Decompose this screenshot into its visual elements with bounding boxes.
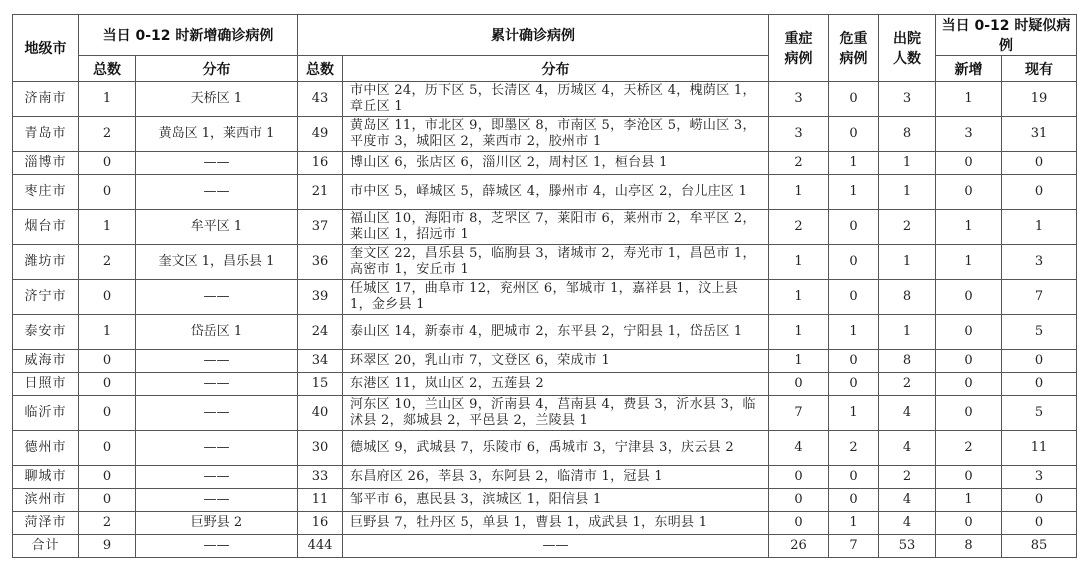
- cum-dist-cell: 市中区 5，峄城区 5，薛城区 4，滕州市 4，山亭区 2，台儿庄区 1: [343, 175, 769, 210]
- new-dist-cell: 岱岳区 1: [136, 315, 298, 350]
- cum-dist-cell: 泰山区 14，新泰市 4，肥城市 2，东平县 2，宁阳县 1，岱岳区 1: [343, 315, 769, 350]
- susp-current-cell: 31: [1002, 117, 1077, 152]
- table-row: [13, 512, 1077, 535]
- cum-total-cell: 15: [298, 373, 343, 396]
- critical-cell: 7: [829, 535, 879, 558]
- header-severe: 重症病例: [769, 15, 829, 82]
- susp-current-cell: 0: [1002, 489, 1077, 512]
- cum-total-cell: 33: [298, 466, 343, 489]
- susp-new-cell: 0: [936, 466, 1002, 489]
- new-total-cell: 2: [79, 245, 136, 280]
- new-total-cell: 0: [79, 350, 136, 373]
- severe-cell: 0: [769, 466, 829, 489]
- susp-new-cell: 8: [936, 535, 1002, 558]
- critical-cell: 2: [829, 431, 879, 466]
- critical-cell: 0: [829, 117, 879, 152]
- cum-dist-cell: 东港区 11，岚山区 2，五莲县 2: [343, 373, 769, 396]
- cum-total-cell: 40: [298, 396, 343, 431]
- new-total-cell: 0: [79, 431, 136, 466]
- new-total-cell: 0: [79, 152, 136, 175]
- discharged-cell: 8: [879, 117, 936, 152]
- discharged-cell: 2: [879, 373, 936, 396]
- discharged-cell: 2: [879, 466, 936, 489]
- cum-dist-cell: 奎文区 22，昌乐县 5，临朐县 3，诸城市 2，寿光市 1，昌邑市 1，高密市 1，安丘市 1: [343, 245, 769, 280]
- cases-table: [12, 14, 1077, 558]
- severe-cell: 2: [769, 152, 829, 175]
- city-cell: 日照市: [13, 373, 79, 396]
- table-row: [13, 466, 1077, 489]
- discharged-cell: 1: [879, 175, 936, 210]
- susp-new-cell: 0: [936, 512, 1002, 535]
- new-total-cell: 9: [79, 535, 136, 558]
- header-critical: 危重病例: [829, 15, 879, 82]
- cum-total-cell: 49: [298, 117, 343, 152]
- new-dist-cell: 黄岛区 1，莱西市 1: [136, 117, 298, 152]
- header-new-dist: 分布: [136, 56, 298, 82]
- severe-cell: 1: [769, 245, 829, 280]
- header-city: 地级市: [13, 15, 79, 82]
- city-cell: 菏泽市: [13, 512, 79, 535]
- susp-current-cell: 19: [1002, 82, 1077, 117]
- new-total-cell: 1: [79, 210, 136, 245]
- new-total-cell: 0: [79, 373, 136, 396]
- new-dist-cell: 牟平区 1: [136, 210, 298, 245]
- susp-new-cell: 0: [936, 315, 1002, 350]
- header-cum-dist: 分布: [343, 56, 769, 82]
- cum-dist-cell: 邹平市 6，惠民县 3，滨城区 1，阳信县 1: [343, 489, 769, 512]
- discharged-cell: 4: [879, 396, 936, 431]
- new-total-cell: 2: [79, 512, 136, 535]
- critical-cell: 0: [829, 489, 879, 512]
- susp-current-cell: 5: [1002, 396, 1077, 431]
- discharged-cell: 1: [879, 245, 936, 280]
- new-dist-cell: ——: [136, 175, 298, 210]
- cum-total-cell: 24: [298, 315, 343, 350]
- discharged-cell: 4: [879, 489, 936, 512]
- susp-new-cell: 3: [936, 117, 1002, 152]
- discharged-cell: 1: [879, 152, 936, 175]
- cum-dist-cell: 德城区 9，武城县 7，乐陵市 6，禹城市 3，宁津县 3，庆云县 2: [343, 431, 769, 466]
- table-row: [13, 489, 1077, 512]
- new-dist-cell: ——: [136, 431, 298, 466]
- susp-current-cell: 0: [1002, 373, 1077, 396]
- new-total-cell: 0: [79, 175, 136, 210]
- city-cell: 青岛市: [13, 117, 79, 152]
- new-total-cell: 1: [79, 82, 136, 117]
- table-row: [13, 350, 1077, 373]
- table-row: [13, 210, 1077, 245]
- critical-cell: 1: [829, 396, 879, 431]
- cum-dist-cell: 市中区 24，历下区 5，长清区 4，历城区 4，天桥区 4，槐荫区 1，章丘区 1: [343, 82, 769, 117]
- city-cell: 淄博市: [13, 152, 79, 175]
- discharged-cell: 3: [879, 82, 936, 117]
- new-dist-cell: ——: [136, 152, 298, 175]
- susp-new-cell: 2: [936, 431, 1002, 466]
- table-row: [13, 431, 1077, 466]
- header-discharged: 出院人数: [879, 15, 936, 82]
- header-suspect-group: 当日 0-12 时疑似病例: [936, 15, 1077, 56]
- severe-cell: 0: [769, 512, 829, 535]
- critical-cell: 0: [829, 466, 879, 489]
- cum-total-cell: 16: [298, 512, 343, 535]
- new-dist-cell: ——: [136, 373, 298, 396]
- city-cell: 滨州市: [13, 489, 79, 512]
- city-cell: 泰安市: [13, 315, 79, 350]
- table-row: [13, 82, 1077, 117]
- cum-total-cell: 34: [298, 350, 343, 373]
- header-susp-current: 现有: [1002, 56, 1077, 82]
- city-cell: 聊城市: [13, 466, 79, 489]
- cum-total-cell: 30: [298, 431, 343, 466]
- critical-cell: 0: [829, 245, 879, 280]
- critical-cell: 0: [829, 82, 879, 117]
- critical-cell: 1: [829, 315, 879, 350]
- critical-cell: 1: [829, 175, 879, 210]
- cum-dist-cell: ——: [343, 535, 769, 558]
- table-row: [13, 175, 1077, 210]
- new-dist-cell: ——: [136, 489, 298, 512]
- new-total-cell: 1: [79, 315, 136, 350]
- critical-cell: 0: [829, 280, 879, 315]
- city-cell: 枣庄市: [13, 175, 79, 210]
- susp-new-cell: 0: [936, 152, 1002, 175]
- severe-cell: 7: [769, 396, 829, 431]
- susp-current-cell: 5: [1002, 315, 1077, 350]
- critical-cell: 1: [829, 512, 879, 535]
- city-cell: 德州市: [13, 431, 79, 466]
- susp-new-cell: 0: [936, 280, 1002, 315]
- severe-cell: 3: [769, 82, 829, 117]
- severe-cell: 2: [769, 210, 829, 245]
- discharged-cell: 8: [879, 350, 936, 373]
- table-row: [13, 117, 1077, 152]
- new-dist-cell: ——: [136, 350, 298, 373]
- city-cell: 烟台市: [13, 210, 79, 245]
- new-dist-cell: ——: [136, 466, 298, 489]
- susp-current-cell: 11: [1002, 431, 1077, 466]
- table-body: [13, 82, 1077, 558]
- severe-cell: 0: [769, 489, 829, 512]
- cum-total-cell: 21: [298, 175, 343, 210]
- cum-dist-cell: 环翠区 20，乳山市 7，文登区 6，荣成市 1: [343, 350, 769, 373]
- table-row: [13, 396, 1077, 431]
- cum-total-cell: 444: [298, 535, 343, 558]
- new-total-cell: 0: [79, 466, 136, 489]
- critical-cell: 0: [829, 350, 879, 373]
- severe-cell: 26: [769, 535, 829, 558]
- cum-total-cell: 11: [298, 489, 343, 512]
- severe-cell: 4: [769, 431, 829, 466]
- city-cell: 潍坊市: [13, 245, 79, 280]
- severe-cell: 1: [769, 175, 829, 210]
- susp-new-cell: 0: [936, 350, 1002, 373]
- discharged-cell: 4: [879, 431, 936, 466]
- susp-new-cell: 1: [936, 245, 1002, 280]
- cum-dist-cell: 东昌府区 26，莘县 3，东阿县 2，临清市 1，冠县 1: [343, 466, 769, 489]
- table-row: [13, 152, 1077, 175]
- discharged-cell: 4: [879, 512, 936, 535]
- new-dist-cell: ——: [136, 280, 298, 315]
- susp-current-cell: 1: [1002, 210, 1077, 245]
- severe-cell: 3: [769, 117, 829, 152]
- city-cell: 临沂市: [13, 396, 79, 431]
- cum-dist-cell: 河东区 10，兰山区 9，沂南县 4，莒南县 4，费县 3，沂水县 3，临沭县 2，郯城县 2，平邑县 2，兰陵县 1: [343, 396, 769, 431]
- susp-new-cell: 0: [936, 396, 1002, 431]
- new-dist-cell: 奎文区 1，昌乐县 1: [136, 245, 298, 280]
- city-cell: 济宁市: [13, 280, 79, 315]
- table-row: [13, 373, 1077, 396]
- discharged-cell: 1: [879, 315, 936, 350]
- table-row: [13, 315, 1077, 350]
- susp-current-cell: 3: [1002, 245, 1077, 280]
- susp-new-cell: 1: [936, 82, 1002, 117]
- discharged-cell: 53: [879, 535, 936, 558]
- cum-total-cell: 39: [298, 280, 343, 315]
- susp-current-cell: 0: [1002, 350, 1077, 373]
- cum-total-cell: 16: [298, 152, 343, 175]
- cum-total-cell: 37: [298, 210, 343, 245]
- city-cell: 威海市: [13, 350, 79, 373]
- susp-new-cell: 1: [936, 210, 1002, 245]
- susp-current-cell: 0: [1002, 512, 1077, 535]
- new-total-cell: 2: [79, 117, 136, 152]
- table-row: [13, 280, 1077, 315]
- susp-new-cell: 0: [936, 175, 1002, 210]
- critical-cell: 0: [829, 373, 879, 396]
- header-cum-total: 总数: [298, 56, 343, 82]
- table-row: [13, 245, 1077, 280]
- new-total-cell: 0: [79, 280, 136, 315]
- cum-dist-cell: 博山区 6，张店区 6，淄川区 2，周村区 1，桓台县 1: [343, 152, 769, 175]
- severe-cell: 0: [769, 373, 829, 396]
- new-dist-cell: ——: [136, 535, 298, 558]
- new-total-cell: 0: [79, 396, 136, 431]
- city-cell: 合计: [13, 535, 79, 558]
- susp-current-cell: 0: [1002, 152, 1077, 175]
- discharged-cell: 2: [879, 210, 936, 245]
- cum-dist-cell: 巨野县 7，牡丹区 5，单县 1，曹县 1，成武县 1，东明县 1: [343, 512, 769, 535]
- critical-cell: 0: [829, 210, 879, 245]
- city-cell: 济南市: [13, 82, 79, 117]
- cum-dist-cell: 福山区 10，海阳市 8，芝罘区 7，莱阳市 6，莱州市 2，牟平区 2，莱山区 1，招远市 1: [343, 210, 769, 245]
- cum-total-cell: 43: [298, 82, 343, 117]
- new-dist-cell: 天桥区 1: [136, 82, 298, 117]
- header-new-group: 当日 0-12 时新增确诊病例: [79, 15, 298, 56]
- table-header: [13, 15, 1077, 82]
- table-row: [13, 535, 1077, 558]
- discharged-cell: 8: [879, 280, 936, 315]
- cum-total-cell: 36: [298, 245, 343, 280]
- susp-current-cell: 7: [1002, 280, 1077, 315]
- cum-dist-cell: 任城区 17，曲阜市 12，兖州区 6，邹城市 1，嘉祥县 1，汶上县 1，金乡县 1: [343, 280, 769, 315]
- new-total-cell: 0: [79, 489, 136, 512]
- susp-new-cell: 1: [936, 489, 1002, 512]
- header-susp-new: 新增: [936, 56, 1002, 82]
- susp-current-cell: 0: [1002, 175, 1077, 210]
- susp-current-cell: 3: [1002, 466, 1077, 489]
- header-new-total: 总数: [79, 56, 136, 82]
- cum-dist-cell: 黄岛区 11，市北区 9，即墨区 8，市南区 5，李沧区 5，崂山区 3，平度市 3，城阳区 2，莱西市 2，胶州市 1: [343, 117, 769, 152]
- severe-cell: 1: [769, 280, 829, 315]
- new-dist-cell: 巨野县 2: [136, 512, 298, 535]
- severe-cell: 1: [769, 315, 829, 350]
- new-dist-cell: ——: [136, 396, 298, 431]
- susp-new-cell: 0: [936, 373, 1002, 396]
- susp-current-cell: 85: [1002, 535, 1077, 558]
- critical-cell: 1: [829, 152, 879, 175]
- severe-cell: 1: [769, 350, 829, 373]
- header-cum-group: 累计确诊病例: [298, 15, 769, 56]
